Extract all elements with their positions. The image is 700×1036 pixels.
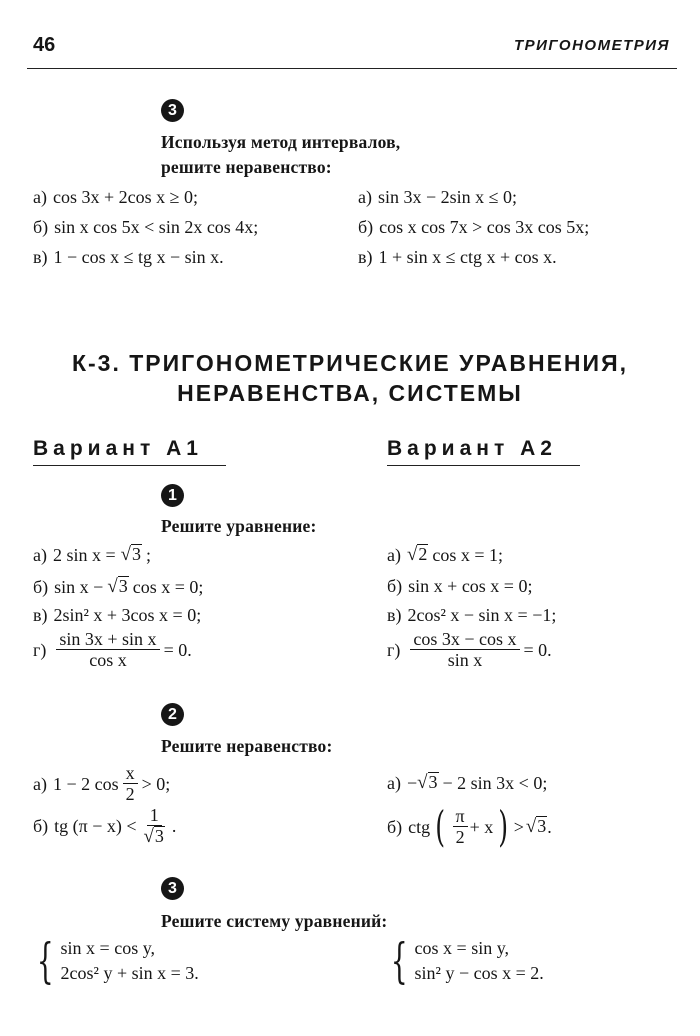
- task-instruction: Решите неравенство:: [161, 736, 333, 756]
- item-label: в): [33, 247, 48, 267]
- variant-a2-heading: Вариант А2: [387, 437, 580, 466]
- sqrt-symbol: √ 3: [120, 544, 142, 565]
- numerator: sin 3x + sin x: [56, 630, 159, 650]
- math-expression: ;: [146, 544, 152, 565]
- numerator: cos 3x − cos x: [410, 630, 519, 650]
- exercise-line: [387, 605, 556, 626]
- exercise-line: [387, 772, 547, 794]
- math-expression: 1 − cos x ≤ tg x − sin x.: [53, 247, 224, 267]
- numerator: x: [123, 764, 138, 784]
- item-label: б): [33, 816, 49, 837]
- radicand: 3: [154, 825, 164, 846]
- right-paren: ): [498, 802, 509, 851]
- math-expression: .: [547, 816, 552, 837]
- math-expression: sin x cos 5x < sin 2x cos 4x;: [54, 217, 259, 237]
- math-expression: 2 sin x =: [52, 544, 116, 565]
- item-label: а): [387, 772, 401, 793]
- sqrt-symbol: √ 3: [143, 825, 164, 847]
- radicand: 3: [132, 544, 142, 564]
- radicand: 3: [537, 816, 547, 836]
- task-instruction: решите неравенство:: [161, 157, 332, 177]
- numerator: 1: [147, 806, 162, 826]
- task-instruction: Используя метод интервалов,: [161, 132, 401, 152]
- math-expression: + x: [469, 816, 494, 837]
- math-expression: = 0.: [523, 639, 552, 660]
- system-brace: {: [390, 933, 408, 989]
- fraction: [141, 806, 168, 848]
- math-expression: > 0;: [141, 773, 171, 794]
- math-expression: cos x = sin y,: [414, 938, 510, 958]
- exercise-line: [33, 764, 170, 805]
- exercise-line: [33, 605, 201, 626]
- numerator: π: [453, 807, 468, 827]
- radicand: 2: [418, 544, 428, 564]
- math-expression: 2cos² y + sin x = 3.: [60, 963, 199, 983]
- variant-a1-heading: Вариант А1: [33, 437, 226, 466]
- radicand: 3: [118, 576, 128, 596]
- section-title: НЕРАВЕНСТВА, СИСТЕМЫ: [177, 380, 523, 406]
- item-label: в): [358, 247, 373, 267]
- system-brace: {: [36, 933, 54, 989]
- exercise-line: [33, 544, 151, 566]
- exercise-line: [33, 187, 198, 208]
- header-rule: [27, 68, 677, 69]
- math-expression: cos 3x + 2cos x ≥ 0;: [52, 187, 199, 207]
- sqrt-symbol: √ 3: [417, 772, 438, 793]
- denominator: sin x: [447, 649, 483, 670]
- math-expression: − 2 sin 3x < 0;: [442, 772, 548, 793]
- math-expression: sin x −: [54, 576, 104, 597]
- item-label: а): [387, 544, 401, 565]
- fraction: [56, 630, 159, 671]
- fraction: [410, 630, 519, 671]
- math-expression: ctg: [408, 816, 431, 837]
- math-expression: 2cos² x − sin x = −1;: [407, 605, 557, 625]
- fraction: [123, 764, 138, 805]
- math-expression: tg (π − x) <: [54, 816, 137, 837]
- math-expression: −: [406, 772, 418, 793]
- math-expression: sin x = cos y,: [60, 938, 156, 958]
- exercise-line: [358, 217, 589, 238]
- task-number-badge: 3: [161, 99, 184, 122]
- item-label: б): [387, 576, 403, 596]
- math-expression: 1 + sin x ≤ ctg x + cos x.: [378, 247, 557, 267]
- item-label: в): [33, 605, 48, 625]
- sqrt-symbol: √ 2: [406, 544, 428, 565]
- sqrt-symbol: √ 3: [525, 816, 547, 837]
- item-label: а): [33, 544, 47, 565]
- exercise-line: [387, 544, 503, 566]
- exercise-line: [33, 247, 224, 268]
- item-label: а): [358, 187, 372, 207]
- math-expression: 2sin² x + 3cos x = 0;: [53, 605, 202, 625]
- item-label: б): [358, 217, 374, 237]
- page-number: 46: [33, 34, 56, 56]
- math-expression: cos x = 0;: [132, 576, 204, 597]
- task-number-badge: 3: [161, 877, 184, 900]
- exercise-line: [387, 576, 532, 597]
- denominator: 2: [125, 783, 135, 804]
- denominator: cos x: [89, 649, 127, 670]
- running-title: ТРИГОНОМЕТРИЯ: [513, 37, 670, 54]
- equation-system: [30, 933, 199, 989]
- item-label: а): [33, 773, 47, 794]
- fraction: [453, 807, 468, 848]
- section-title: К-3. ТРИГОНОМЕТРИЧЕСКИЕ УРАВНЕНИЯ,: [71, 350, 628, 376]
- item-label: г): [33, 639, 47, 660]
- exercise-line: [33, 630, 192, 671]
- exercise-line: [33, 217, 258, 238]
- exercise-line: [33, 806, 176, 848]
- task-number-badge: 2: [161, 703, 184, 726]
- sqrt-symbol: √ 3: [107, 576, 128, 597]
- task-instruction: Решите систему уравнений:: [161, 911, 388, 931]
- math-expression: cos x = 1;: [432, 544, 504, 565]
- equation-system: [384, 933, 544, 989]
- math-expression: sin x + cos x = 0;: [408, 576, 533, 596]
- exercise-line: [33, 576, 203, 598]
- item-label: б): [33, 217, 49, 237]
- exercise-line: [358, 247, 557, 268]
- denominator: 2: [455, 826, 465, 847]
- item-label: б): [33, 576, 49, 597]
- exercise-line: [358, 187, 517, 208]
- math-expression: sin 3x − 2sin x ≤ 0;: [377, 187, 518, 207]
- math-expression: .: [171, 816, 177, 837]
- math-expression: = 0.: [163, 639, 192, 660]
- math-expression: sin² y − cos x = 2.: [414, 963, 544, 983]
- left-paren: (: [435, 802, 446, 851]
- exercise-line: [387, 802, 552, 851]
- item-label: а): [33, 187, 47, 207]
- item-label: в): [387, 605, 402, 625]
- task-instruction: Решите уравнение:: [161, 516, 317, 536]
- item-label: б): [387, 816, 403, 837]
- math-expression: >: [513, 816, 524, 837]
- exercise-line: [387, 630, 552, 671]
- radicand: 3: [428, 772, 438, 792]
- math-expression: 1 − 2 cos: [52, 773, 119, 794]
- task-number-badge: 1: [161, 484, 184, 507]
- math-expression: cos x cos 7x > cos 3x cos 5x;: [379, 217, 590, 237]
- item-label: г): [387, 639, 401, 660]
- denominator: [141, 826, 168, 848]
